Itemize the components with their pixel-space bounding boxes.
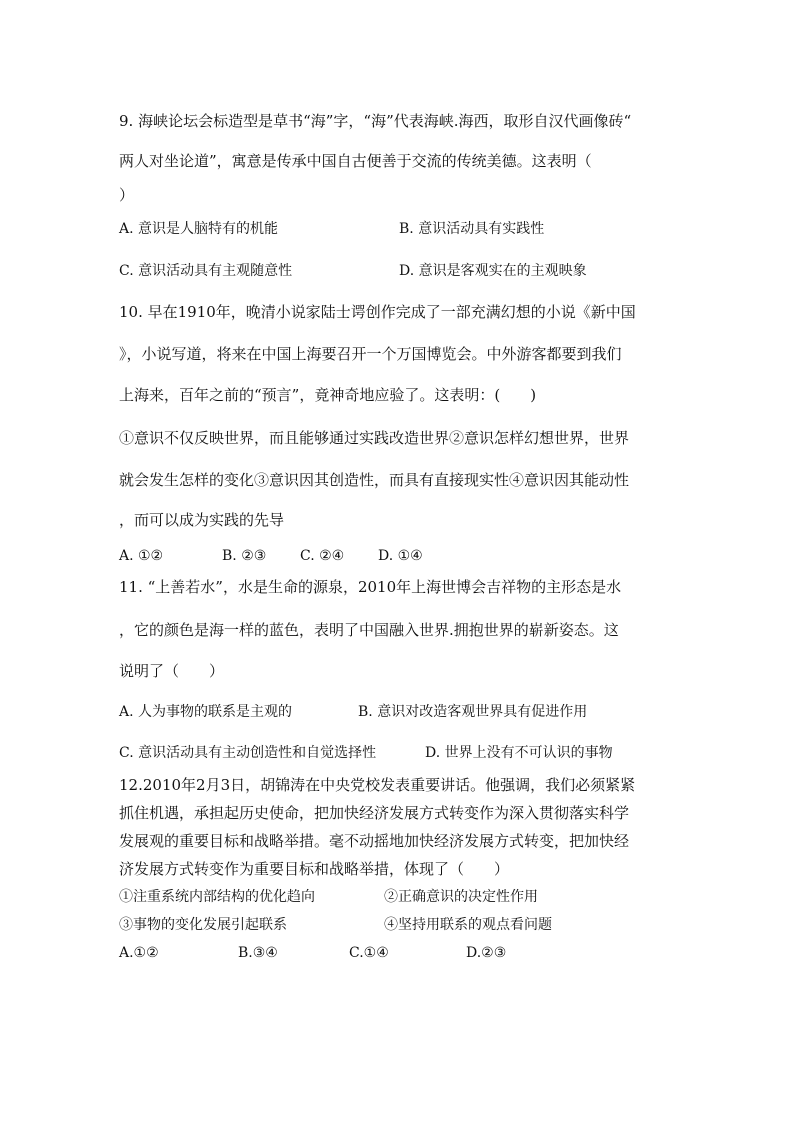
q12-statement-1: ①注重系统内部结构的优化趋向 <box>119 889 315 905</box>
q10-option-a: A. ①② <box>119 548 164 564</box>
q10-stem-line-3: 上海来，百年之前的“预言”，竟神奇地应验了。这表明：( ) <box>119 386 537 404</box>
q9-option-b: B. 意识活动具有实践性 <box>399 221 545 237</box>
q9-option-d: D. 意识是客观实在的主观映象 <box>399 263 587 279</box>
q10-option-d: D. ①④ <box>378 548 423 564</box>
q11-stem-line-2: ，它的颜色是海一样的蓝色，表明了中国融入世界.拥抱世界的崭新姿态。这 <box>119 621 619 639</box>
q9-stem-line-1: 9. 海峡论坛会标造型是草书“海”字，“海”代表海峡.海西，取形自汉代画像砖“ <box>119 112 632 130</box>
q12-option-b: B.③④ <box>238 945 278 961</box>
q11-option-c: C. 意识活动具有主动创造性和自觉选择性 <box>119 745 377 761</box>
q12-statement-3: ③事物的变化发展引起联系 <box>119 917 287 933</box>
q12-stem-line-2: 抓住机遇，承担起历史使命，把加快经济发展方式转变作为深入贯彻落实科学 <box>119 804 630 822</box>
q11-option-d: D. 世界上没有不可认识的事物 <box>425 745 613 761</box>
q11-option-b: B. 意识对改造客观世界具有促进作用 <box>358 704 588 720</box>
q10-statement-line-2: 就会发生怎样的变化③意识因其创造性，而具有直接现实性④意识因其能动性 <box>119 471 630 489</box>
q12-option-d: D.②③ <box>466 945 507 961</box>
q9-stem-line-2: 两人对坐论道”，寓意是传承中国自古便善于交流的传统美德。这表明（ <box>119 152 592 170</box>
q10-stem-line-1: 10. 早在1910年，晚清小说家陆士谔创作完成了一部充满幻想的小说《新中国 <box>119 303 636 321</box>
q11-stem-line-3: 说明了（ ） <box>119 662 225 680</box>
q12-stem-line-1: 12.2010年2月3日，胡锦涛在中央党校发表重要讲话。他强调，我们必须紧紧 <box>119 776 636 794</box>
q10-statement-line-3: ，而可以成为实践的先导 <box>119 511 285 529</box>
q10-statement-line-1: ①意识不仅反映世界，而且能够通过实践改造世界②意识怎样幻想世界，世界 <box>119 429 630 447</box>
q12-stem-line-3: 发展观的重要目标和战略举措。毫不动摇地加快经济发展方式转变，把加快经 <box>119 832 630 850</box>
q9-option-c: C. 意识活动具有主观随意性 <box>119 263 293 279</box>
q12-option-c: C.①④ <box>349 945 389 961</box>
q10-option-b: B. ②③ <box>222 548 267 564</box>
q11-stem-line-1: 11. “上善若水”，水是生命的源泉，2010年上海世博会吉祥物的主形态是水 <box>119 578 622 596</box>
q11-option-a: A. 人为事物的联系是主观的 <box>119 704 293 720</box>
q12-statement-4: ④坚持用联系的观点看问题 <box>384 917 552 933</box>
q10-option-c: C. ②④ <box>300 548 345 564</box>
q12-statement-2: ②正确意识的决定性作用 <box>384 889 538 905</box>
q12-stem-line-4: 济发展方式转变作为重要目标和战略举措，体现了（ ） <box>119 860 510 878</box>
q10-stem-line-2: 》，小说写道，将来在中国上海要召开一个万国博览会。中外游客都要到我们 <box>119 345 622 363</box>
q9-option-a: A. 意识是人脑特有的机能 <box>119 221 279 237</box>
q12-option-a: A.①② <box>119 945 159 961</box>
q9-stem-line-3: ） <box>119 186 135 204</box>
